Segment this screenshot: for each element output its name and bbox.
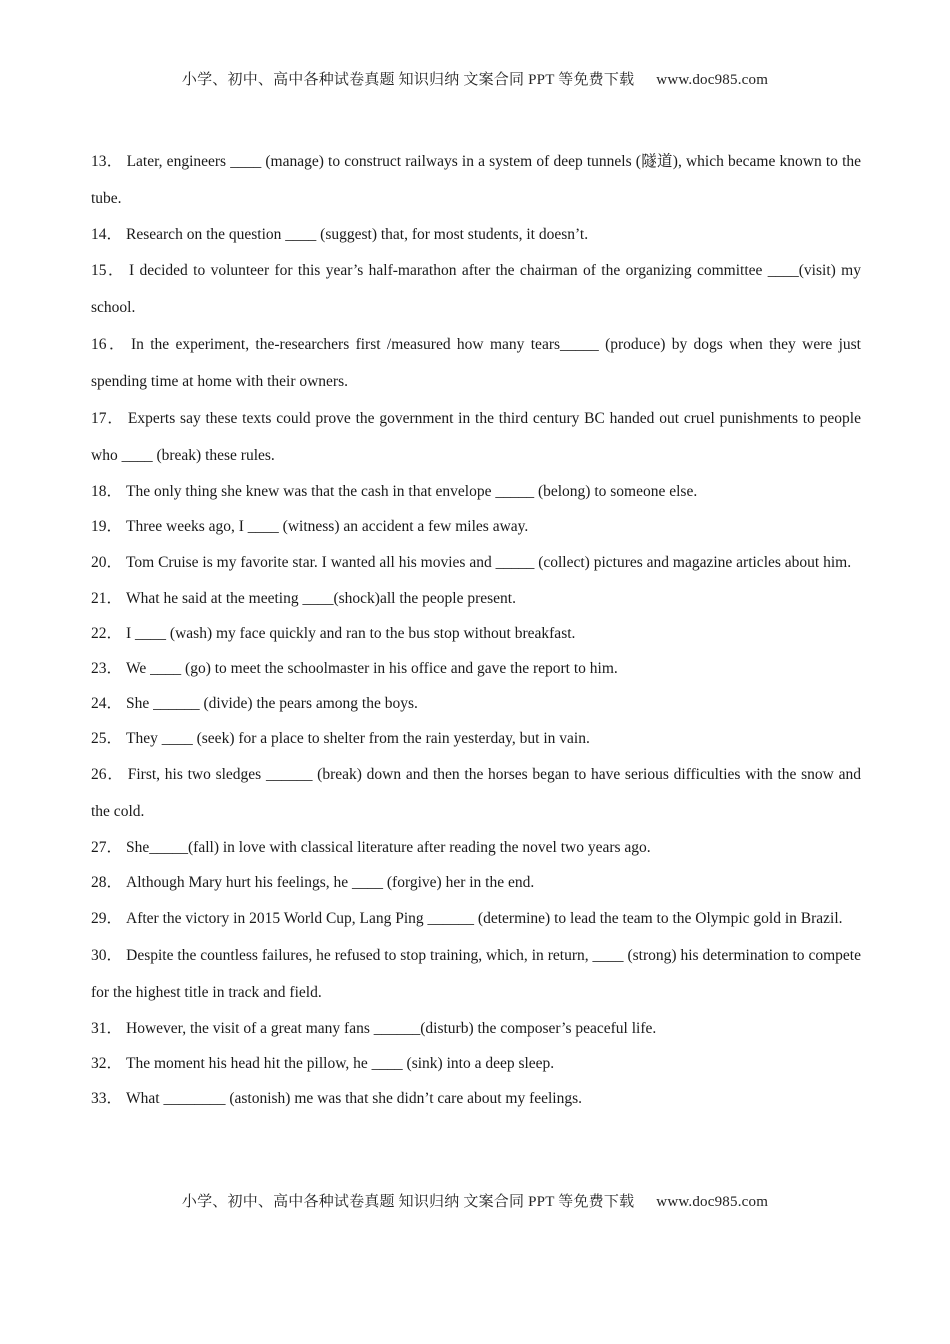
question-text: Later, engineers ____ (manage) to construct railways in a system of deep tunnels (隧道), which became known to the tube. [91, 153, 861, 207]
question-text: What ________ (astonish) me was that she didn’t care about my feelings. [126, 1090, 583, 1107]
question-text: She ______ (divide) the pears among the boys. [126, 695, 418, 712]
header-banner [0, 68, 950, 89]
footer-site-link[interactable]: www.doc985.com [656, 1194, 769, 1210]
question-text: Tom Cruise is my favorite star. I wanted all his movies and _____ (collect) pictures and magazine articles about him. [126, 554, 852, 571]
question-20: 20． Tom Cruise is my favorite star. I wanted all his movies and _____ (collect) pictures and magazine articles about him. [91, 554, 852, 571]
question-27: 27． She_____(fall) in love with classical literature after reading the novel two years ago. [91, 839, 651, 856]
question-text: After the victory in 2015 World Cup, Lang Ping ______ (determine) to lead the team to the Olympic gold in Brazil. [126, 910, 843, 927]
question-19: 19． Three weeks ago, I ____ (witness) an accident a few miles away. [91, 518, 529, 535]
question-21: 21． What he said at the meeting ____(shock)all the people present. [91, 590, 516, 607]
question-24: 24． She ______ (divide) the pears among the boys. [91, 695, 418, 712]
question-13: 13． Later, engineers ____ (manage) to construct railways in a system of deep tunnels (隧道), which became known to the tube. [91, 153, 861, 207]
question-text: They ____ (seek) for a place to shelter from the rain yesterday, but in vain. [126, 730, 590, 747]
question-29: 29． After the victory in 2015 World Cup, Lang Ping ______ (determine) to lead the team to the Olympic gold in Brazil. [91, 910, 843, 927]
question-31: 31． However, the visit of a great many fans ______(disturb) the composer’s peaceful life. [91, 1020, 657, 1037]
question-text: She_____(fall) in love with classical literature after reading the novel two years ago. [126, 839, 651, 856]
question-text: However, the visit of a great many fans ______(disturb) the composer’s peaceful life. [126, 1020, 657, 1037]
question-text: We ____ (go) to meet the schoolmaster in his office and gave the report to him. [126, 660, 618, 677]
question-30: 30． Despite the countless failures, he refused to stop training, which, in return, ____ (strong) his determination to compete for the highest title in track and field. [91, 947, 861, 1001]
question-text: The only thing she knew was that the cash in that envelope _____ (belong) to someone else. [126, 483, 698, 500]
question-17: 17． Experts say these texts could prove the government in the third century BC handed out cruel punishments to people who ____ (break) these rules. [91, 410, 861, 464]
question-18: 18． The only thing she knew was that the cash in that envelope _____ (belong) to someone else. [91, 483, 698, 500]
question-text: First, his two sledges ______ (break) down and then the horses began to have serious difficulties with the snow and the cold. [91, 766, 861, 820]
header-text: 小学、初中、高中各种试卷真题 知识归纳 文案合同 PPT 等免费下载 [181, 72, 635, 88]
question-text: Although Mary hurt his feelings, he ____ (forgive) her in the end. [126, 874, 535, 891]
question-32: 32． The moment his head hit the pillow, he ____ (sink) into a deep sleep. [91, 1055, 555, 1072]
question-list [91, 143, 861, 1116]
question-text: I ____ (wash) my face quickly and ran to the bus stop without breakfast. [126, 625, 576, 642]
question-text: I decided to volunteer for this year’s half-marathon after the chairman of the organizing committee ____(visit) my school. [91, 262, 861, 316]
question-23: 23． We ____ (go) to meet the schoolmaster in his office and gave the report to him. [91, 660, 618, 677]
question-text: The moment his head hit the pillow, he ____ (sink) into a deep sleep. [126, 1055, 555, 1072]
question-15: 15． I decided to volunteer for this year’s half-marathon after the chairman of the organizing committee ____(visit) my school. [91, 262, 861, 316]
footer-banner [0, 1190, 950, 1211]
question-25: 25． They ____ (seek) for a place to shelter from the rain yesterday, but in vain. [91, 730, 590, 747]
question-16: 16． In the experiment, the-researchers first /measured how many tears_____ (produce) by dogs when they were just spending time at home with their owners. [91, 336, 861, 390]
question-22: 22． I ____ (wash) my face quickly and ran to the bus stop without breakfast. [91, 625, 576, 642]
question-text: Experts say these texts could prove the government in the third century BC handed out cruel punishments to people who ____ (break) these rules. [91, 410, 861, 464]
question-14: 14． Research on the question ____ (suggest) that, for most students, it doesn’t. [91, 226, 589, 243]
question-28: 28． Although Mary hurt his feelings, he ____ (forgive) her in the end. [91, 874, 535, 891]
footer-text: 小学、初中、高中各种试卷真题 知识归纳 文案合同 PPT 等免费下载 [181, 1194, 635, 1210]
question-text: What he said at the meeting ____(shock)all the people present. [126, 590, 516, 607]
question-text: Research on the question ____ (suggest) that, for most students, it doesn’t. [126, 226, 589, 243]
header-site-link[interactable]: www.doc985.com [656, 72, 769, 88]
question-text: Three weeks ago, I ____ (witness) an accident a few miles away. [126, 518, 529, 535]
question-26: 26． First, his two sledges ______ (break) down and then the horses began to have serious difficulties with the snow and the cold. [91, 766, 861, 820]
question-33: 33． What ________ (astonish) me was that she didn’t care about my feelings. [91, 1090, 583, 1107]
question-text: Despite the countless failures, he refused to stop training, which, in return, ____ (strong) his determination to compete for the highest title in track and field. [91, 947, 861, 1001]
question-text: In the experiment, the-researchers first /measured how many tears_____ (produce) by dogs when they were just spending time at home with their owners. [91, 336, 861, 390]
